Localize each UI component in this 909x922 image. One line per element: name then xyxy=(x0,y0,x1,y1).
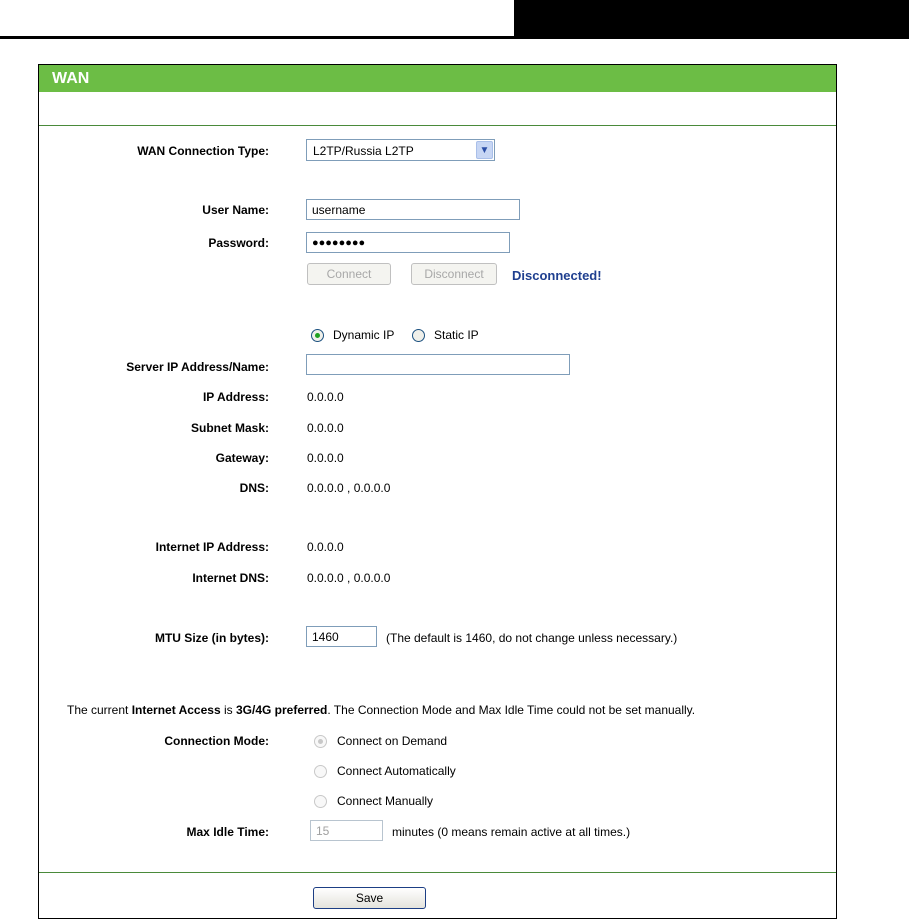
wan-connection-type-select[interactable] xyxy=(306,139,495,161)
connection-mode-label: Connection Mode: xyxy=(164,734,269,748)
static-ip-label: Static IP xyxy=(434,328,479,342)
mtu-size-hint: (The default is 1460, do not change unless necessary.) xyxy=(386,631,678,645)
top-divider xyxy=(39,125,836,126)
mtu-size-label: MTU Size (in bytes): xyxy=(154,631,269,645)
panel-title: WAN xyxy=(39,65,836,92)
bottom-divider xyxy=(39,872,836,873)
static-ip-radio[interactable] xyxy=(412,329,425,342)
dns-value: 0.0.0.0 , 0.0.0.0 xyxy=(307,481,391,495)
internet-ip-value: 0.0.0.0 xyxy=(307,540,344,554)
connect-on-demand-label: Connect on Demand xyxy=(337,734,448,748)
document-header-block xyxy=(514,0,909,39)
max-idle-time-hint: minutes (0 means remain active at all times.) xyxy=(392,825,631,839)
user-name-input[interactable]: username xyxy=(306,199,520,220)
max-idle-time-label: Max Idle Time: xyxy=(186,825,269,839)
internet-ip-label: Internet IP Address: xyxy=(155,540,269,554)
internet-dns-value: 0.0.0.0 , 0.0.0.0 xyxy=(307,571,391,585)
dynamic-ip-label: Dynamic IP xyxy=(333,328,395,342)
password-input[interactable]: ●●●●●●●● xyxy=(306,232,510,253)
connect-manually-radio[interactable] xyxy=(314,795,327,808)
connection-status: Disconnected! xyxy=(512,268,602,283)
server-address-input[interactable] xyxy=(306,354,570,375)
disconnect-button[interactable]: Disconnect xyxy=(411,263,497,285)
save-button[interactable]: Save xyxy=(313,887,426,909)
subnet-mask-label: Subnet Mask: xyxy=(190,421,269,435)
connect-on-demand-radio[interactable] xyxy=(314,735,327,748)
dynamic-ip-radio[interactable] xyxy=(311,329,324,342)
internet-access-note: The current Internet Access is 3G/4G preferred. The Connection Mode and Max Idle Time could not be set manually. xyxy=(67,703,696,717)
user-name-label: User Name: xyxy=(202,203,269,217)
password-label: Password: xyxy=(208,236,269,250)
subnet-mask-value: 0.0.0.0 xyxy=(307,421,344,435)
server-address-label: Server IP Address/Name: xyxy=(126,360,269,374)
wan-connection-type-label: WAN Connection Type: xyxy=(137,144,269,158)
connect-button[interactable]: Connect xyxy=(307,263,391,285)
gateway-label: Gateway: xyxy=(215,451,269,465)
mtu-size-input[interactable]: 1460 xyxy=(306,626,377,647)
max-idle-time-input[interactable]: 15 xyxy=(310,820,383,841)
chevron-down-icon[interactable]: ▼ xyxy=(476,141,493,159)
connect-automatically-radio[interactable] xyxy=(314,765,327,778)
wan-connection-type-value: L2TP/Russia L2TP xyxy=(313,144,414,158)
document-header-rule xyxy=(0,36,514,39)
dns-label: DNS: xyxy=(239,481,269,495)
connect-automatically-label: Connect Automatically xyxy=(337,764,456,778)
ip-address-value: 0.0.0.0 xyxy=(307,390,344,404)
gateway-value: 0.0.0.0 xyxy=(307,451,344,465)
ip-address-label: IP Address: xyxy=(202,390,269,404)
internet-dns-label: Internet DNS: xyxy=(192,571,269,585)
wan-settings-panel xyxy=(38,64,837,919)
connect-manually-label: Connect Manually xyxy=(337,794,434,808)
